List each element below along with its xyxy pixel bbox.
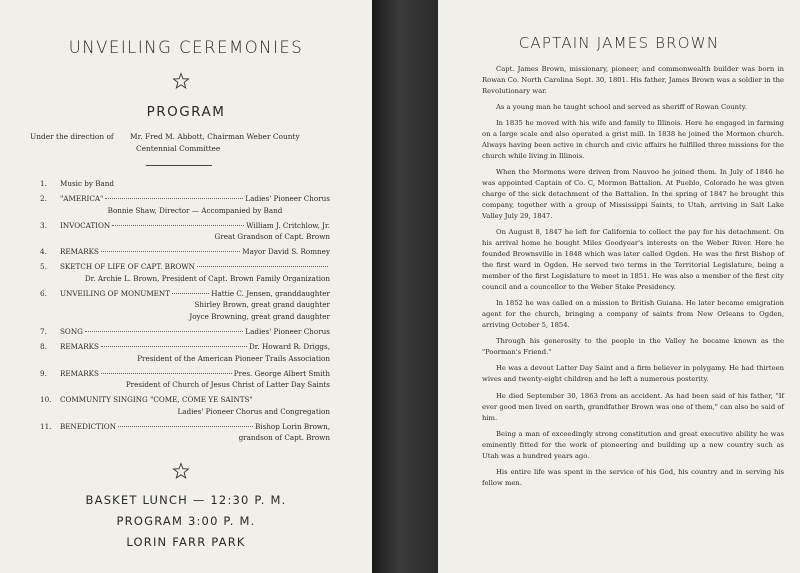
biography-paragraph: He died September 30, 1863 from an accident. As had been said of his father, "If ever good men lived on earth, grandfather Brown was one of them," can also be said of him. bbox=[482, 391, 784, 422]
biography-paragraph: Through his generosity to the people in the Valley he became known as the "Poorman's Friend." bbox=[482, 337, 784, 357]
program-item bbox=[40, 193, 330, 216]
item-detail: Ladies' Pioneer Chorus and Congregation bbox=[177, 406, 330, 416]
program-list bbox=[40, 178, 330, 448]
item-number: 7. bbox=[40, 327, 47, 337]
leader-dots bbox=[101, 346, 247, 347]
item-number: 1. bbox=[40, 179, 47, 188]
program-page bbox=[0, 0, 372, 573]
leader-dots bbox=[105, 198, 243, 199]
biography-page bbox=[438, 0, 800, 573]
star-icon bbox=[172, 72, 190, 90]
item-detail: Joyce Browning, great grand daughter bbox=[189, 311, 330, 321]
biography-paragraph: As a young man he taught school and served as sheriff of Rowan County. bbox=[496, 103, 747, 112]
biography-paragraph: He was a devout Latter Day Saint and a firm believer in polygamy. He had thirteen wives and twenty-eight children and he left a numerous posterity. bbox=[482, 364, 784, 384]
item-performer: Hattie C. Jensen, granddaughter bbox=[211, 288, 330, 298]
biography-paragraph: His entire life was spent in the service of his God, his country and in serving his fellow men. bbox=[482, 467, 784, 487]
program-item bbox=[40, 220, 330, 243]
item-detail: Dr. Archie L. Brown, President of Capt. Brown Family Organization bbox=[84, 273, 330, 283]
item-name: SKETCH OF LIFE OF CAPT. BROWN bbox=[60, 262, 195, 272]
item-number: 2. bbox=[40, 194, 47, 204]
program-item bbox=[40, 394, 330, 417]
biography-paragraph: On August 8, 1847 he left for California to collect the pay for his detachment. On his arrival home he bought Miles Goodyear's interests on the Weber River. Here he founded Brownsville in 1848 which was later called Ogden. He was the first Bishop of the first ward in Ogden. He served two terms in the Territorial Legislature, being a member of the first Legislature to meet in 1851. He was also a member of the first city council and a councellor to the Weber Stake Presidency. bbox=[482, 228, 784, 291]
direction-chairman: Mr. Fred M. Abbott, Chairman Weber County bbox=[130, 132, 300, 141]
item-name: BENEDICTION bbox=[60, 421, 116, 431]
leader-dots bbox=[112, 225, 244, 226]
item-number: 9. bbox=[40, 368, 47, 378]
item-name: UNVEILING OF MONUMENT bbox=[60, 288, 171, 298]
direction-committee: Centennial Committee bbox=[136, 144, 221, 153]
biography-text bbox=[482, 64, 784, 494]
item-name: INVOCATION bbox=[60, 220, 111, 230]
biography-paragraph: Being a man of exceedingly strong constitution and great executive ability he was eminently fitted for the work of pioneering and building up a new country such as Utah was a hundred years ago. bbox=[482, 429, 784, 460]
item-name: REMARKS bbox=[60, 368, 99, 378]
item-performer: William J. Critchlow, Jr. bbox=[246, 220, 330, 230]
direction-credit bbox=[30, 131, 350, 155]
item-name: REMARKS bbox=[60, 247, 99, 257]
page-gutter bbox=[372, 0, 438, 573]
item-name: "AMERICA" bbox=[60, 194, 104, 204]
direction-prefix: Under the direction of bbox=[30, 132, 114, 141]
item-name: SONG bbox=[60, 327, 83, 337]
leader-dots bbox=[85, 331, 243, 332]
item-detail: Bonnie Shaw, Director — Accompanied by Band bbox=[107, 205, 283, 215]
leader-dots bbox=[197, 266, 328, 267]
item-detail: President of the American Pioneer Trails Association bbox=[137, 353, 330, 363]
item-number: 11. bbox=[40, 421, 52, 431]
leader-dots bbox=[172, 293, 209, 294]
item-name: Music by Band bbox=[60, 179, 115, 188]
item-performer: Pres. George Albert Smith bbox=[233, 368, 330, 378]
biography-title: CAPTAIN JAMES BROWN bbox=[518, 34, 720, 52]
star-icon bbox=[172, 462, 190, 480]
item-performer: Dr. Howard R. Driggs, bbox=[249, 342, 330, 352]
ceremony-title: UNVEILING CEREMONIES bbox=[68, 38, 304, 57]
item-number: 4. bbox=[40, 247, 47, 257]
venue: LORIN FARR PARK bbox=[126, 535, 246, 549]
program-item bbox=[40, 421, 330, 444]
program-item bbox=[40, 368, 330, 391]
item-detail: Shirley Brown, great grand daughter bbox=[194, 300, 330, 310]
item-name: COMMUNITY SINGING "COME, COME YE SAINTS" bbox=[60, 395, 253, 405]
item-name: REMARKS bbox=[60, 342, 99, 352]
divider bbox=[146, 165, 212, 166]
item-detail: Great Grandson of Capt. Brown bbox=[214, 232, 330, 242]
item-number: 5. bbox=[40, 262, 47, 272]
item-number: 3. bbox=[40, 220, 47, 230]
program-item bbox=[40, 178, 330, 190]
program-item bbox=[40, 261, 330, 284]
lunch-time: BASKET LUNCH — 12:30 P. M. bbox=[85, 493, 287, 507]
program-item bbox=[40, 341, 330, 364]
item-number: 10. bbox=[40, 395, 52, 405]
item-number: 8. bbox=[40, 342, 47, 352]
biography-paragraph: Capt. James Brown, missionary, pioneer, and commonwealth builder was born in Rowan Co. North Carolina Sept. 30, 1801. His father, James Brown was a soldier in the Revolutionary war. bbox=[482, 65, 784, 95]
leader-dots bbox=[118, 426, 253, 427]
biography-paragraph: In 1852 he was called on a mission to British Guiana. He later became emigration agent for the church, bringing a company of saints from New Orleans to Ogden, arriving October 5, 1854. bbox=[482, 299, 784, 329]
program-item bbox=[40, 326, 330, 338]
item-performer: Mayor David S. Romney bbox=[242, 247, 330, 257]
biography-paragraph: In 1835 he moved with his wife and family to Illinois. Here he engaged in farming on a large scale and also operated a grist mill. In 1838 he joined the Mormon church. Always having been active in church and civic affairs he fulfilled three missions for the church while living in Illinois. bbox=[482, 119, 784, 161]
item-performer: Bishop Lorin Brown, bbox=[255, 421, 330, 431]
biography-paragraph: When the Mormons were driven from Nauvoo he joined them. In July of 1846 he was appointed Captain of Co. C, Mormon Battalion. At Pueblo, Colorado he was given charge of the sick detachment of the Battalion. In the spring of 1847 he brought this company, together with a group of Mississippi Saints, to Utah, arriving in Salt Lake Valley July 29, 1847. bbox=[482, 168, 784, 221]
item-detail: President of Church of Jesus Christ of Latter Day Saints bbox=[125, 380, 330, 390]
program-heading: PROGRAM bbox=[146, 104, 226, 120]
leader-dots bbox=[101, 373, 232, 374]
program-item bbox=[40, 288, 330, 323]
leader-dots bbox=[101, 251, 240, 252]
item-number: 6. bbox=[40, 288, 47, 298]
item-performer: Ladies' Pioneer Chorus bbox=[245, 327, 330, 337]
program-item bbox=[40, 246, 330, 258]
item-detail: grandson of Capt. Brown bbox=[238, 433, 330, 443]
item-performer: Ladies' Pioneer Chorus bbox=[245, 194, 330, 204]
program-time: PROGRAM 3:00 P. M. bbox=[116, 514, 256, 528]
